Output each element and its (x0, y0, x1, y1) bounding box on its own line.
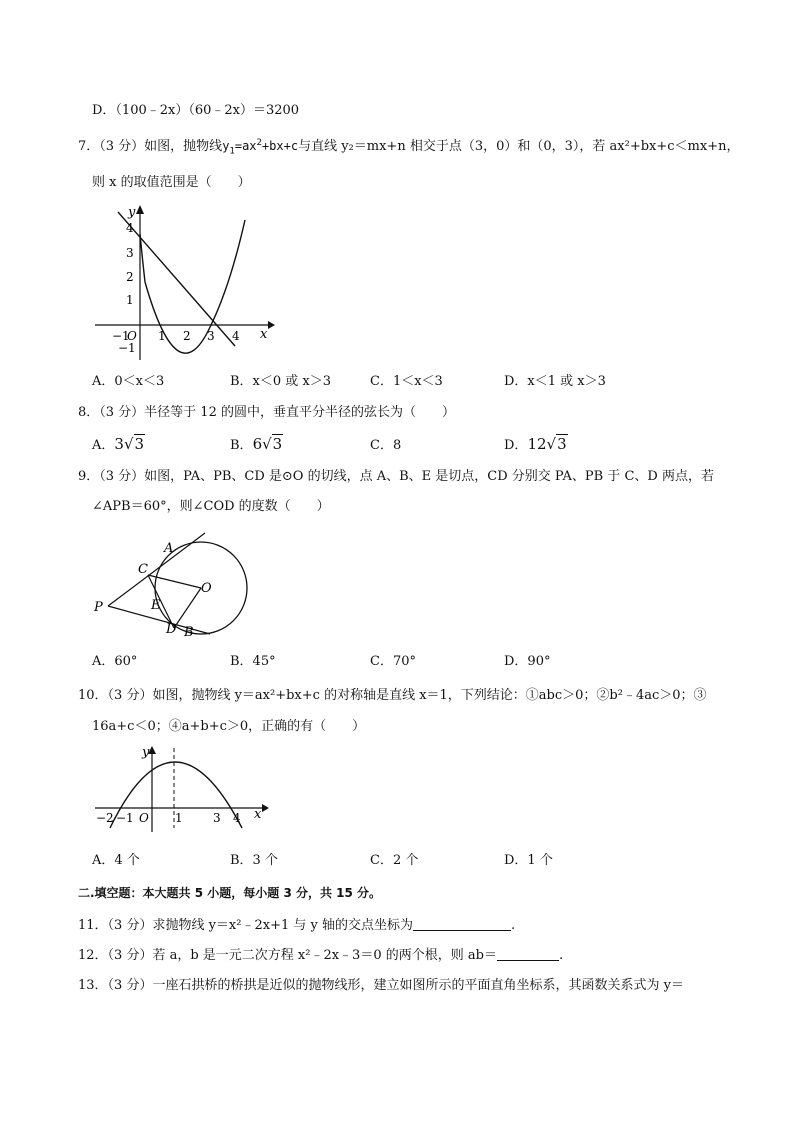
q7-tick-neg1: −1 (112, 329, 130, 343)
q7-option-d: D．x＜1 或 x＞3 (504, 374, 606, 389)
q10-x-label: x (254, 807, 262, 822)
q9-stem-line2: ∠APB＝60°，则∠COD 的度数（ ） (92, 499, 330, 514)
q9-label-d: D (166, 622, 177, 637)
q9-label-b: B (184, 625, 194, 640)
q9-seg-do (174, 588, 201, 628)
q8-option-a: A．3√3 (92, 435, 145, 453)
q10-origin: O (139, 811, 149, 825)
q9-label-a: A (164, 541, 174, 556)
q13-stem: 13．（3 分）一座石拱桥的桥拱是近似的抛物线形，建立如图所示的平面直角坐标系，其函数关系式为 y＝ (78, 978, 684, 993)
q7-tick-1: 1 (158, 329, 166, 343)
q6-option-d: D．（100﹣2x）（60﹣2x）＝3200 (92, 103, 300, 118)
q8-d-radical: 12√3 (527, 435, 567, 453)
q8-option-c: C．8 (370, 438, 402, 453)
q7-y-label: y (128, 205, 136, 220)
q8-option-d: D．12√3 (504, 435, 567, 453)
q11-answer-blank[interactable] (413, 917, 511, 931)
q9-option-a: A．60° (92, 654, 138, 669)
q9-option-d: D．90° (504, 654, 551, 669)
q9-label-e: E (151, 598, 161, 613)
q8-option-b: B．6√3 (230, 435, 283, 453)
q7-tick-y4: 4 (126, 221, 134, 235)
q11: 11．（3 分）求抛物线 y＝x²﹣2x+1 与 y 轴的交点坐标为 . (78, 918, 516, 933)
q10-y-label: y (142, 745, 150, 760)
q9-option-b: B．45° (230, 654, 276, 669)
q7-formula-y1: $y_1=ax^2+bx+c$ (222, 138, 299, 157)
q12-answer-blank[interactable] (497, 947, 559, 961)
q7-option-b: B．x＜0 或 x＞3 (230, 374, 332, 389)
q7-tick-4: 4 (232, 329, 240, 343)
q9-label-o: O (201, 581, 212, 596)
q9-option-c: C．70° (370, 654, 416, 669)
q9-figure (90, 528, 265, 643)
q7-tick-y3: 3 (126, 246, 134, 260)
section-heading: 二.填空题：本大题共 5 小题，每小题 3 分，共 15 分。 (78, 886, 382, 900)
q10-option-a: A．4 个 (92, 853, 140, 868)
q10-graph (90, 742, 270, 834)
q10-tick-neg2: −2 (96, 811, 114, 825)
q9-stem-line1: 9．（3 分）如图，PA、PB、CD 是⊙O 的切线，点 A、B、E 是切点，CD 分别交 PA、PB 于 C、D 两点，若 (78, 469, 714, 484)
q7-tick-y2: 2 (126, 270, 134, 284)
q7-tick-2: 2 (183, 329, 191, 343)
q10-option-c: C．2 个 (370, 853, 419, 868)
q7-tick-y1: 1 (126, 293, 134, 307)
q10-x-arrow (262, 804, 269, 812)
q7-option-a: A．0＜x＜3 (92, 374, 165, 389)
q7-line (118, 212, 235, 346)
q7-stem-line1 (78, 137, 739, 156)
q7-mid: 与直线 y₂＝mx+n 相交于点（3，0）和（0，3），若 ax²+bx+c＜mx+n， (298, 139, 740, 154)
q12: 12．（3 分）若 a，b 是一元二次方程 x²﹣2x﹣3＝0 的两个根，则 ab＝ . (78, 948, 564, 963)
q9-tangent-pa (108, 533, 205, 606)
q10-option-d: D．1 个 (504, 853, 553, 868)
q7-lead: 7．（3 分）如图，抛物线 (78, 139, 223, 154)
q10-tick-1: 1 (175, 811, 183, 825)
q10-stem-line1: 10．（3 分）如图，抛物线 y＝ax²+bx+c 的对称轴是直线 x＝1，下列结论：①abc＞0；②b²﹣4ac＞0；③ (78, 688, 707, 703)
q8-stem: 8．（3 分）半径等于 12 的圆中，垂直平分半径的弦长为（ ） (78, 405, 455, 420)
q10-option-b: B．3 个 (230, 853, 278, 868)
q10-tick-3: 3 (213, 811, 221, 825)
q9-label-p: P (94, 600, 103, 615)
q10-stem-line2: 16a+c＜0；④a+b+c＞0，正确的有（ ） (92, 719, 366, 734)
q8-a-radical: 3√3 (114, 435, 145, 453)
q8-b-radical: 6√3 (252, 435, 283, 453)
q7-y-arrow (136, 205, 144, 214)
q7-option-c: C．1＜x＜3 (370, 374, 443, 389)
q7-origin: O (127, 329, 137, 343)
q7-tick-yneg1: −1 (118, 341, 136, 355)
q10-tick-4: 4 (233, 811, 241, 825)
q7-graph (90, 200, 275, 362)
q7-x-arrow (268, 321, 275, 329)
q7-x-label: x (260, 327, 268, 342)
q10-tick-neg1: −1 (116, 811, 134, 825)
q9-label-c: C (138, 562, 148, 577)
q7-stem-line2: 则 x 的取值范围是（ ） (92, 175, 251, 190)
q7-tick-3: 3 (207, 329, 215, 343)
